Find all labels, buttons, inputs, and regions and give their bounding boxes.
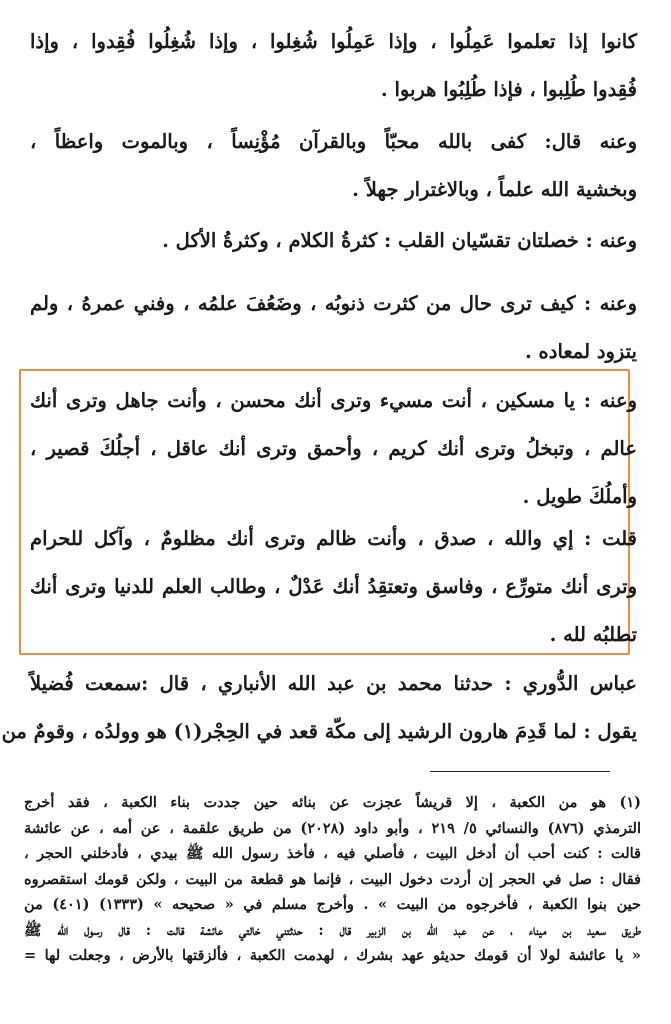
- footnote-line: الترمذي (٨٧٦) والنسائي ٥/ ٢١٩ ، وأبو داود (٢٠٢٨) من طريق علقمة ، عن أمه ، عن عائشة: [24, 819, 641, 837]
- text-line: تطلبُه لله .: [549, 623, 637, 646]
- text-line: عالم ، وتبخلُ وترى أنك كريم ، وأحمق وترى أنك عاقل ، أجلُكَ قصير ،: [30, 437, 637, 460]
- footnote-line: فقال : صل في الحجر إن أردت دخول البيت ، فإنما هو قطعة من البيت ، ولكن قومك استقصروه: [24, 870, 641, 888]
- paragraph-6: [30, 515, 637, 659]
- footnote-line: قالت : كنت أحب أن أدخل البيت ، فأصلي فيه ، فأخذ رسول الله ﷺ بيدي ، فأدخلني الحجر ،: [24, 845, 641, 862]
- text-line: كانوا إذا تعلموا عَمِلُوا ، وإذا عَمِلُوا شُغِلوا ، وإذا شُغِلُوا فُقِدوا ، وإذا: [30, 30, 637, 53]
- paragraph-5: [30, 377, 637, 521]
- footnote-line: حين بنوا الكعبة ، فأخرجوه من البيت » . وأخرج مسلم في « صحيحه » (١٣٣٣) (٤٠١) من: [24, 896, 641, 913]
- footnote-line: طريق سعيد بن ميناء ، عن عبد الله بن الزبير قال : حدثتني خالتي عائشة قالت : قال رسول الله ﷺ: [24, 921, 641, 939]
- text-line: يقول : لما قَدِمَ هارون الرشيد إلى مكّة قعد في الحِجْر(١) هو وولدُه ، وقومٌ من: [1, 720, 637, 743]
- footnote-divider: [430, 771, 610, 772]
- text-line: قلت : إي والله ، صدق ، وأنت ظالم وترى أنك مظلومٌ ، وآكل للحرام: [30, 527, 637, 550]
- text-line: وعنه : يا مسكين ، أنت مسيء وترى أنك محسن ، وأنت جاهل وترى أنك: [30, 389, 637, 412]
- text-line: وعنه قال: كفى بالله محبّاً وبالقرآن مُؤْنِساً ، وبالموت واعظاً ،: [30, 130, 637, 153]
- footnote-line: « يا عائشة لولا أن قومك حديثو عهد بشرك ، لهدمت الكعبة ، فألزقتها بالأرض ، وجعلت لها =: [24, 947, 641, 964]
- text-line: وبخشية الله علماً ، وبالاغترار جهلاً .: [352, 178, 637, 201]
- paragraph-7: [1, 660, 637, 756]
- paragraph-3: [30, 217, 637, 265]
- text-line: وأملُكَ طويل .: [522, 485, 637, 508]
- paragraph-4: [30, 280, 637, 376]
- text-line: عباس الدُّوري : حدثنا محمد بن عبد الله الأنباري ، قال :سمعت فُضيلاً: [30, 672, 637, 695]
- paragraph-1: [30, 18, 637, 114]
- text-line: وعنه : خصلتان تقسّيان القلب : كثرةُ الكلام ، وكثرةُ الأكل .: [162, 229, 637, 252]
- text-line: وترى أنك متورِّع ، وفاسق وتعتقِدُ أنك عَدْلٌ ، وطالب العلم للدنيا وترى أنك: [30, 575, 637, 598]
- paragraph-2: [30, 118, 637, 214]
- text-line: يتزود لمعاده .: [524, 340, 637, 363]
- footnote: [24, 790, 641, 969]
- text-line: فُقِدوا طُلِبوا ، فإذا طُلِبُوا هربوا .: [380, 78, 637, 101]
- text-line: وعنه : كيف ترى حال من كثرت ذنوبُه ، وضَعُفَ علمُه ، وفني عمرهُ ، ولم: [30, 292, 637, 315]
- footnote-line: (١) هو من الكعبة ، إلا قريشاً عجزت عن بنائه حين جددت بناء الكعبة ، فقد أخرج: [24, 794, 641, 811]
